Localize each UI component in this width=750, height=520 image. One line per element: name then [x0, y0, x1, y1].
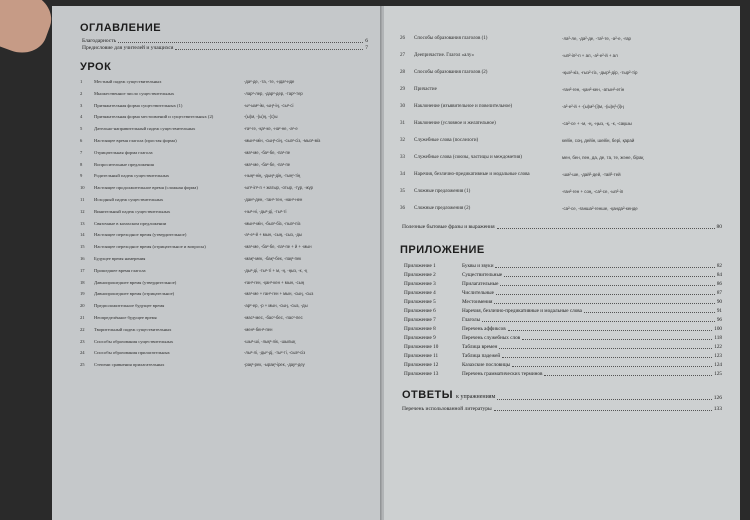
answers-row [402, 389, 722, 401]
lesson-row [80, 280, 368, 285]
lesson-number: 30 [400, 104, 405, 109]
lesson-row [400, 138, 722, 144]
lesson-title: Множественное число существительных [94, 90, 175, 96]
toc-heading: ОГЛАВЛЕНИЕ [80, 22, 162, 34]
appendix-row [400, 296, 722, 305]
leader-dots [500, 285, 714, 286]
lesson-number: 3 [80, 102, 83, 108]
leader-dots [544, 375, 712, 376]
lesson-row [400, 172, 722, 178]
lesson-row [400, 70, 722, 76]
answers-heading [402, 389, 495, 401]
lesson-title: Причастие [414, 87, 437, 92]
lesson-affixes: -(ы)м, -(ы)ң, -(с)ы [244, 114, 278, 120]
lesson-affixes: -а²-е²-й + -(ы)м²-(і)м, -(ы)ң²-(і)ң [562, 104, 624, 109]
appendix-label: Приложение 5 [404, 299, 436, 305]
leader-dots [118, 42, 363, 43]
appendix-row [400, 305, 722, 314]
lesson-title: Давнопрошедшее время (отрицательное) [94, 291, 175, 297]
appendix-title: Таблица времен [462, 344, 498, 350]
lesson-affixes: -ды²-ді, -ты²-ті + м, -ң, -ңыз, -к, -қ [244, 267, 308, 273]
lesson-number: 9 [80, 173, 83, 179]
appendix-row [400, 350, 722, 359]
lesson-affixes: -ма²-ме + ған²-ген + мын, -сың, -сыз [244, 291, 314, 297]
appendix-label: Приложение 12 [404, 362, 439, 368]
lesson-row [80, 244, 368, 249]
lesson-number: 13 [80, 220, 85, 226]
lesson-title: Связочные в казахском предложении [94, 220, 167, 226]
lesson-affixes: -са²-се, -ғанша²-генше, -қанда²-кенде [562, 206, 638, 211]
appendix-page: 122 [714, 344, 722, 350]
lesson-row [80, 126, 368, 131]
leader-dots [499, 348, 712, 349]
lesson-number: 5 [80, 126, 83, 132]
leader-dots [494, 303, 714, 304]
lesson-title: Способы образования существительных [94, 338, 174, 344]
lesson-affixes: -қыз²-кіз, -ғыз²-гіз, -дыр²-дір, -тыр²-тір [562, 70, 638, 75]
lesson-row [80, 315, 368, 320]
lesson-number: 35 [400, 189, 405, 194]
lesson-affixes: -ла²-ле, -да²-де, -та²-те, -а²-е, -ғар [562, 36, 631, 41]
lesson-number: 14 [80, 232, 85, 238]
lesson-title: Настоящее продолжительное время (сложная форма) [94, 185, 198, 191]
toc-item [82, 37, 368, 44]
appendix-label: Приложение 8 [404, 326, 436, 332]
appendix-title: Наречия, безлично-предикативные и модальные слова [462, 308, 582, 314]
lesson-number: 18 [80, 279, 85, 285]
lesson-row [400, 36, 722, 42]
lesson-title: Притяжательная форма местоимений и существительных (2) [94, 114, 214, 120]
lesson-affixes: -ып²-іп²-п + жатыр, -отыр, -тұр, -жүр [244, 185, 314, 191]
appendix-page: 123 [714, 353, 722, 359]
appendix-label: Приложение 13 [404, 371, 439, 377]
appendix-row [400, 368, 722, 377]
lesson-number: 32 [400, 138, 405, 143]
appendix-label: Приложение 2 [404, 272, 436, 278]
lesson-row [80, 291, 368, 296]
answers-sub: к упражнениям [456, 394, 496, 400]
lesson-title: Местный падеж существительных [94, 79, 162, 84]
leader-dots [496, 294, 715, 295]
appendix-title: Буквы и звуки [462, 263, 494, 269]
lesson-number: 34 [400, 172, 405, 177]
appendix-page: 91 [716, 308, 722, 314]
lesson-affixes: -са²-се + -м, -ң, -ңыз, -қ, -к, -сақшы [562, 121, 632, 126]
lesson-number: 11 [80, 196, 85, 202]
appendix-label: Приложение 4 [404, 290, 436, 296]
leader-dots [495, 267, 714, 268]
lesson-title: Прошедшее время глагола [94, 267, 146, 273]
lesson-title: Наклонение (изъявительное и повелительное) [414, 104, 513, 109]
appendix-page: 86 [716, 281, 722, 287]
lesson-row [400, 206, 722, 212]
lesson-affixes: -ма²-ме, -ба²-бе, -па²-пе + й + -мын [244, 244, 312, 250]
lesson-number: 4 [80, 114, 83, 120]
lesson-number: 28 [400, 70, 405, 75]
lesson-number: 10 [80, 185, 85, 191]
lesson-affixes: -мақ²-мек, -бақ²-бек, -пақ²-пек [244, 255, 302, 261]
lesson-title: Наречия, безлично-предикативные и модальные слова [414, 172, 530, 177]
appendix-label: Приложение 10 [404, 344, 439, 350]
lesson-affixes: -ған²-ген + соң, -са²-се, -ып²-іп [562, 189, 624, 194]
appendix-page: 87 [716, 290, 722, 296]
appendix-title: Глаголы [462, 317, 481, 323]
lesson-affixes: -ша²-ше, -дай²-дей, -тай²-тей [562, 172, 621, 177]
lesson-title: Сложные предложения (2) [414, 206, 471, 211]
appendix-row [400, 269, 722, 278]
toc-item-page: 6 [365, 38, 368, 44]
toc-item-page: 7 [365, 45, 368, 51]
appendix-page: 118 [714, 335, 722, 341]
phrases-row [402, 223, 722, 230]
toc-item [82, 44, 368, 51]
appendix-page: 82 [716, 263, 722, 269]
appendix-page: 124 [714, 362, 722, 368]
lesson-number: 19 [80, 291, 85, 297]
lesson-row [80, 209, 368, 214]
lesson-number: 24 [80, 350, 85, 356]
lesson-affixes: -лap²-лep, -дap²-дep, -тap²-тep [244, 90, 303, 96]
appendix-label: Приложение 7 [404, 317, 436, 323]
lesson-affixes: -рақ²-рек, -ырақ²-ірек, -дау²-деу [244, 362, 305, 368]
leader-dots [504, 276, 715, 277]
appendix-page: 125 [714, 371, 722, 377]
lesson-number: 21 [80, 314, 85, 320]
lesson-title: Давнопрошедшее время (утвердительное) [94, 279, 177, 285]
lesson-affixes: -мен²-бен²-пен [244, 326, 273, 332]
lesson-row [80, 103, 368, 108]
lesson-row [80, 150, 368, 155]
lesson-title: Исходный падеж существительных [94, 196, 164, 202]
lesson-affixes: мен, бен, пен, да, де, та, те, және, бірақ [562, 155, 644, 160]
lesson-number: 12 [80, 208, 85, 214]
appendix-title: Существительные [462, 272, 503, 278]
lesson-title: Творительный падеж существительных [94, 326, 172, 332]
lesson-affixes: -а²-е²-й + мын, -сың, -сыз, -ды [244, 232, 302, 238]
lesson-number: 26 [400, 36, 405, 41]
lesson-row [80, 79, 368, 84]
lesson-affixes: -ны²-ні, -ды²-ді, -ты²-ті [244, 208, 287, 214]
appendix-title: Перечень грамматических терминов [462, 371, 543, 377]
lesson-number: 29 [400, 87, 405, 92]
lesson-number: 25 [80, 362, 85, 368]
lesson-row [400, 87, 722, 93]
lesson-affixes: -лы²-лі, -ды²-ді, -ты²-ті, -сыз²-сіз [244, 350, 306, 356]
appendix-title: Прилагательные [462, 281, 499, 287]
appendix-page: 90 [716, 299, 722, 305]
appendix-row [400, 359, 722, 368]
lesson-title: Наклонение (условное и желательное) [414, 121, 496, 126]
lesson-number: 1 [80, 79, 83, 84]
appendix-page: 96 [716, 317, 722, 323]
appendix-title: Перечень аффиксов [462, 326, 506, 332]
lesson-affixes: -мын²-мін, -сың²-сің, -сыз²-сіз, -мыз²-міз [244, 137, 321, 143]
right-lessons [400, 36, 722, 212]
lesson-number: 22 [80, 326, 85, 332]
literature-row [402, 405, 722, 412]
leader-dots [497, 399, 711, 400]
lesson-row [80, 91, 368, 96]
left-lessons [80, 79, 368, 368]
lesson-title: Отрицательная форма глагола [94, 149, 153, 155]
lesson-title: Дательно-направительный падеж существительных [94, 126, 196, 132]
appendix-title: Таблица падежей [462, 353, 501, 359]
lesson-title: Степени сравнения прилагательных [94, 362, 165, 368]
appendix-row [400, 260, 722, 269]
lesson-row [80, 339, 368, 344]
lesson-title: Настоящее переходное время (отрицательное и вопросы) [94, 244, 206, 250]
lesson-row [80, 362, 368, 367]
lesson-number: 20 [80, 303, 85, 309]
literature-text: Перечень использованной литературы [402, 406, 492, 412]
appendix-row [400, 278, 722, 287]
lesson-title: Настоящее время глагола (простая форма) [94, 137, 177, 143]
lesson-title: Будущее время намерения [94, 255, 146, 261]
lesson-title: Способы образования прилагательных [94, 350, 170, 356]
lesson-row [80, 268, 368, 273]
lesson-title: Предположительное будущее время [94, 303, 165, 309]
lesson-affixes: -ар²-ер, -р + мын, -сың, -сыз, -ды [244, 303, 308, 309]
appendix-label: Приложение 3 [404, 281, 436, 287]
phrases-page: 80 [716, 224, 722, 230]
leader-dots [497, 228, 715, 229]
leader-dots [175, 49, 363, 50]
right-page [384, 6, 740, 520]
appendix-title: Числительные [462, 290, 494, 296]
appendix-row [400, 332, 722, 341]
toc-item-text: Благодарность [82, 38, 117, 44]
appendix-title: Местоимения [462, 299, 493, 305]
lesson-title: Способы образования глаголов (2) [414, 70, 488, 75]
appendix-row [400, 314, 722, 323]
answers-title: ОТВЕТЫ [402, 389, 454, 401]
lesson-row [80, 327, 368, 332]
leader-dots [502, 357, 712, 358]
appendix-row [400, 287, 722, 296]
appendix-list [400, 260, 722, 377]
lesson-row [80, 197, 368, 202]
lesson-title: Настоящее переходное время (утвердительное) [94, 232, 187, 238]
lesson-title: Родительный падеж существительных [94, 173, 170, 179]
lesson-number: 15 [80, 244, 85, 250]
literature-page: 133 [713, 406, 722, 412]
phrases-text: Полезные бытовые фразы и выражения [402, 224, 495, 230]
leader-dots [584, 312, 715, 313]
leader-dots [494, 410, 712, 411]
leader-dots [508, 330, 713, 331]
lesson-row [80, 350, 368, 355]
lesson-affixes: -ның²-нің, -дың²-дің, -тың²-тің [244, 173, 301, 179]
lesson-row [80, 303, 368, 308]
appendix-row [400, 323, 722, 332]
thumb [0, 0, 58, 60]
lesson-title: Неопределённое будущее время [94, 314, 157, 320]
appendix-label: Приложение 1 [404, 263, 436, 269]
lesson-affixes: -ғa²-ге, -қa²-ке, -нa²-не, -a²-е [244, 126, 298, 132]
lesson-row [80, 221, 368, 226]
appendix-label: Приложение 9 [404, 335, 436, 341]
appendix-heading: ПРИЛОЖЕНИЕ [400, 244, 485, 256]
answers-page: 126 [713, 395, 722, 401]
lesson-row [80, 256, 368, 261]
lesson-title: Сложные предложения (1) [414, 189, 471, 194]
lesson-affixes: -ып²-іп²-п + ал, -а²-е²-й + ал [562, 53, 618, 58]
left-page [52, 6, 382, 520]
leader-dots [482, 321, 715, 322]
leader-dots [512, 366, 712, 367]
lesson-title: Служебные слова (послелоги) [414, 138, 479, 143]
lesson-affixes: -ған²-ген, -қан²-кен, -атын²-етін [562, 87, 625, 92]
lesson-row [80, 232, 368, 237]
lesson-title: Деепричастие. Глагол «алу» [414, 53, 475, 58]
lesson-number: 36 [400, 206, 405, 211]
lesson-affixes: -мас²-мес, -бас²-бес, -пас²-пес [244, 314, 303, 320]
toc-item-text: Предисловие для учителей и учащихся [82, 45, 174, 51]
lesson-number: 6 [80, 137, 83, 143]
lesson-affixes: кейін, соң, дейін, шейін, бері, қарай [562, 138, 635, 143]
lesson-number: 27 [400, 53, 405, 58]
lesson-affixes: -ы²-ым²-ім, -ың²-ің, -сы²-сі [244, 102, 294, 108]
lesson-number: 7 [80, 149, 83, 155]
lesson-row [80, 114, 368, 119]
appendix-title: Казахские пословицы [462, 362, 511, 368]
toc-items [80, 37, 368, 51]
lesson-affixes: -дa²-дe, -тa, -тe, -нда²-нде [244, 79, 295, 84]
lessons-heading: УРОК [80, 61, 112, 73]
lesson-affixes: -мын²-мін, -быз²-біз, -пыз²-піз [244, 220, 301, 226]
lesson-row [400, 121, 722, 127]
lesson-title: Притяжательная форма существительных (1) [94, 102, 183, 108]
lesson-affixes: -ма²-ме, -ба²-бе, -па²-пе [244, 149, 291, 155]
lesson-number: 2 [80, 90, 83, 96]
lesson-affixes: -ған²-ген, -қан²-кен + мын, -сың [244, 279, 305, 285]
lesson-number: 23 [80, 338, 85, 344]
lesson-row [400, 155, 722, 161]
appendix-page: 100 [714, 326, 722, 332]
lesson-number: 31 [400, 121, 405, 126]
lesson-row [400, 189, 722, 195]
appendix-label: Приложение 6 [404, 308, 436, 314]
appendix-row [400, 341, 722, 350]
lesson-title: Служебные слова (союзы, частицы и междометия) [414, 155, 522, 160]
lesson-row [80, 173, 368, 178]
lesson-row [400, 104, 722, 110]
lesson-row [80, 138, 368, 143]
lesson-row [80, 162, 368, 167]
lesson-affixes: -шы²-ші, -лық²-лік, -шылық [244, 338, 296, 344]
lesson-title: Способы образования глаголов (1) [414, 36, 488, 41]
lesson-affixes: -дан²-ден, -тан²-тен, -нан²-нен [244, 196, 303, 202]
lesson-row [400, 53, 722, 59]
appendix-label: Приложение 11 [404, 353, 439, 359]
appendix-title: Перечень служебных слов [462, 335, 521, 341]
lesson-title: Вопросительные предложения [94, 161, 154, 167]
lesson-number: 17 [80, 267, 85, 273]
lesson-number: 33 [400, 155, 405, 160]
lesson-affixes: -ма²-ме, -ба²-бе, -па²-пе [244, 161, 291, 167]
appendix-page: 84 [716, 272, 722, 278]
lesson-title: Винительный падеж существительных [94, 208, 171, 214]
lesson-number: 16 [80, 255, 85, 261]
lesson-number: 8 [80, 161, 83, 167]
leader-dots [522, 339, 712, 340]
lesson-row [80, 185, 368, 190]
